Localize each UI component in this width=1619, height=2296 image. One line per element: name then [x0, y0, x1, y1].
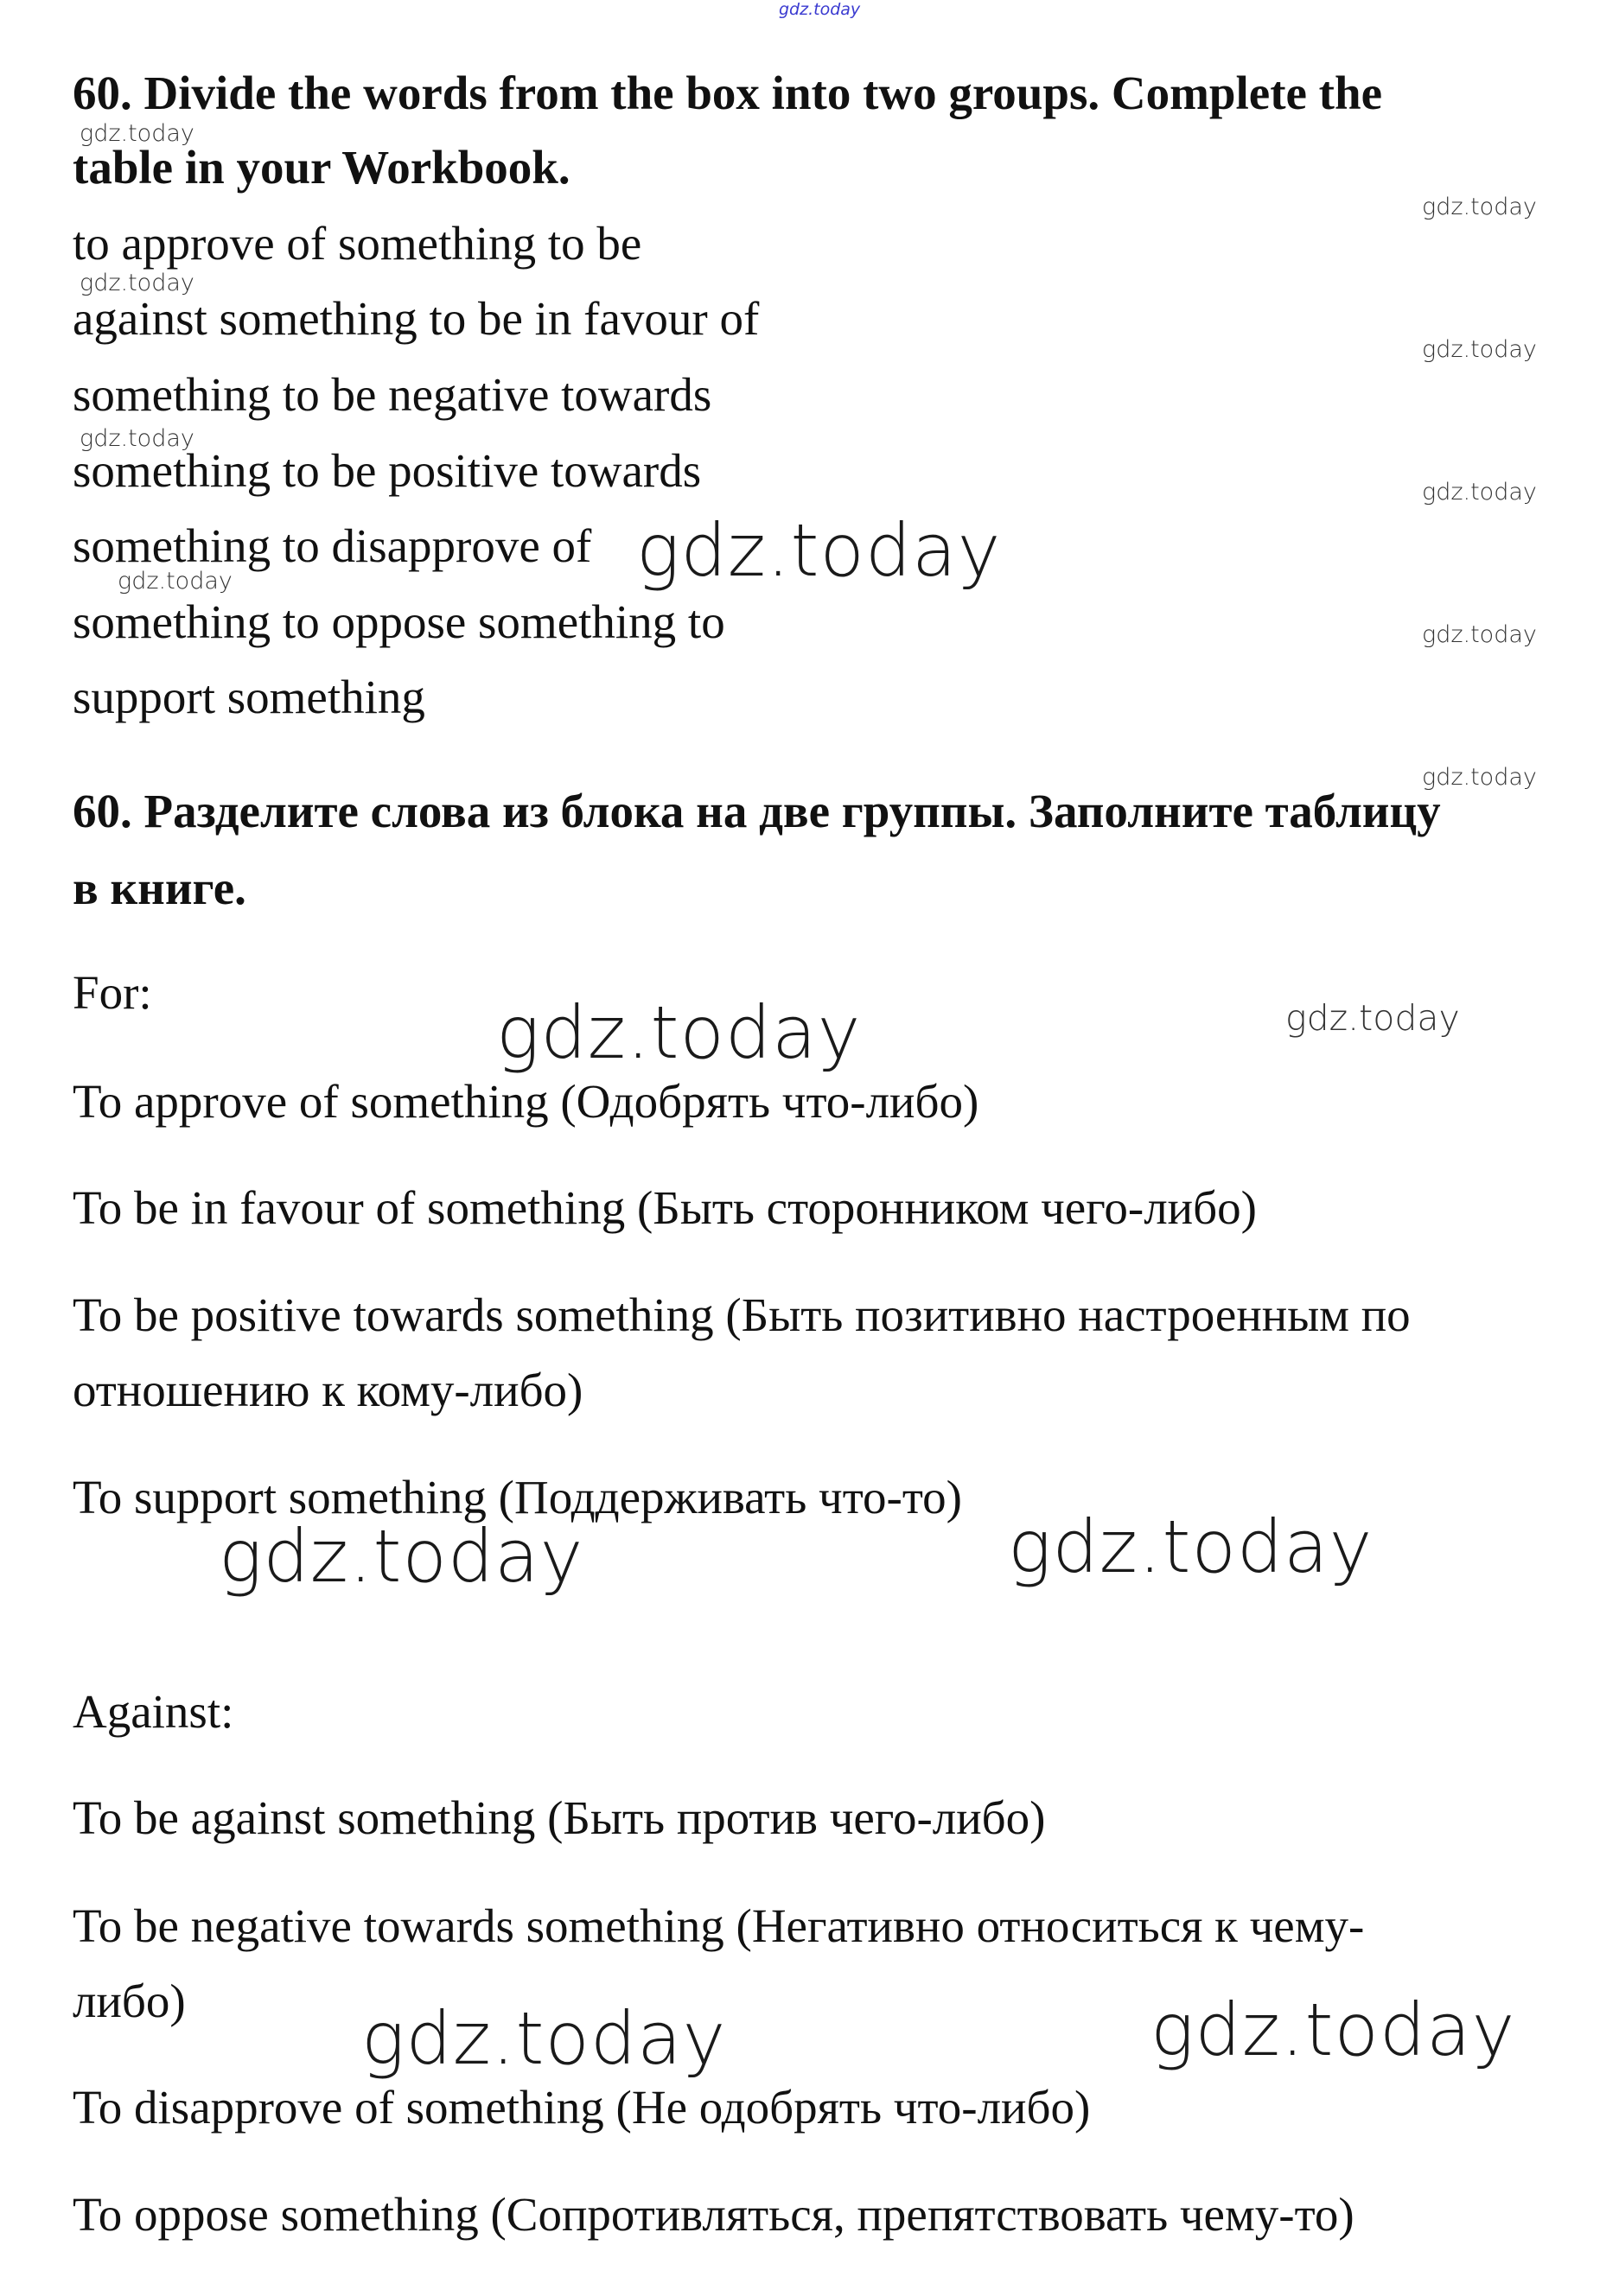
watermark: gdz.today — [118, 568, 233, 595]
against-item: To be negative towards something (Негативно относиться к чему- — [73, 1899, 1365, 1952]
watermark: gdz.today — [1422, 764, 1537, 791]
watermark: gdz.today — [219, 1514, 584, 1599]
for-item: To be in favour of something (Быть сторонником чего-либо) — [73, 1181, 1257, 1234]
word-box-line: something to be positive towards — [73, 444, 702, 497]
watermark: gdz.today — [1422, 621, 1537, 648]
watermark: gdz.today — [496, 990, 862, 1075]
task-heading-en: table in your Workbook. — [73, 141, 570, 194]
word-box-line: against something to be in favour of — [73, 292, 760, 345]
task-heading-ru: 60. Разделите слова из блока на две группы. Заполните таблицу — [73, 785, 1441, 837]
watermark: gdz.today — [1008, 1504, 1374, 1589]
for-item-continued: отношению к кому-либо) — [73, 1364, 583, 1416]
for-item: To approve of something (Одобрять что-либо) — [73, 1075, 979, 1128]
watermark: gdz.today — [80, 270, 194, 296]
against-item: To be against something (Быть против чего-либо) — [73, 1791, 1046, 1844]
watermark: gdz.today — [636, 508, 1002, 593]
watermark: gdz.today — [80, 425, 194, 452]
against-label: Against: — [73, 1685, 234, 1738]
for-item: To be positive towards something (Быть позитивно настроенным по — [73, 1288, 1411, 1341]
watermark: gdz.today — [361, 1996, 727, 2081]
against-item: To disapprove of something (Не одобрять что-либо) — [73, 2081, 1091, 2134]
task-heading-en: 60. Divide the words from the box into two groups. Complete the — [73, 67, 1382, 119]
word-box-line: to approve of something to be — [73, 217, 642, 270]
against-item: To oppose something (Сопротивляться, препятствовать чему-то) — [73, 2188, 1354, 2241]
watermark: gdz.today — [80, 120, 194, 147]
watermark: gdz.today — [1422, 479, 1537, 506]
watermark: gdz.today — [1151, 1988, 1516, 2072]
against-item-continued: либо) — [73, 1975, 186, 2027]
watermark: gdz.today — [1422, 194, 1537, 220]
watermark-logo: gdz.today — [779, 0, 861, 19]
watermark: gdz.today — [1285, 997, 1460, 1039]
word-box-line: something to be negative towards — [73, 368, 712, 421]
for-item: To support something (Поддерживать что-то) — [73, 1471, 962, 1523]
word-box-line: something to disapprove of — [73, 519, 592, 572]
task-heading-ru: в книге. — [73, 862, 246, 914]
for-label: For: — [73, 966, 152, 1019]
word-box-line: support something — [73, 671, 425, 723]
word-box-line: something to oppose something to — [73, 595, 725, 648]
watermark: gdz.today — [1422, 336, 1537, 363]
